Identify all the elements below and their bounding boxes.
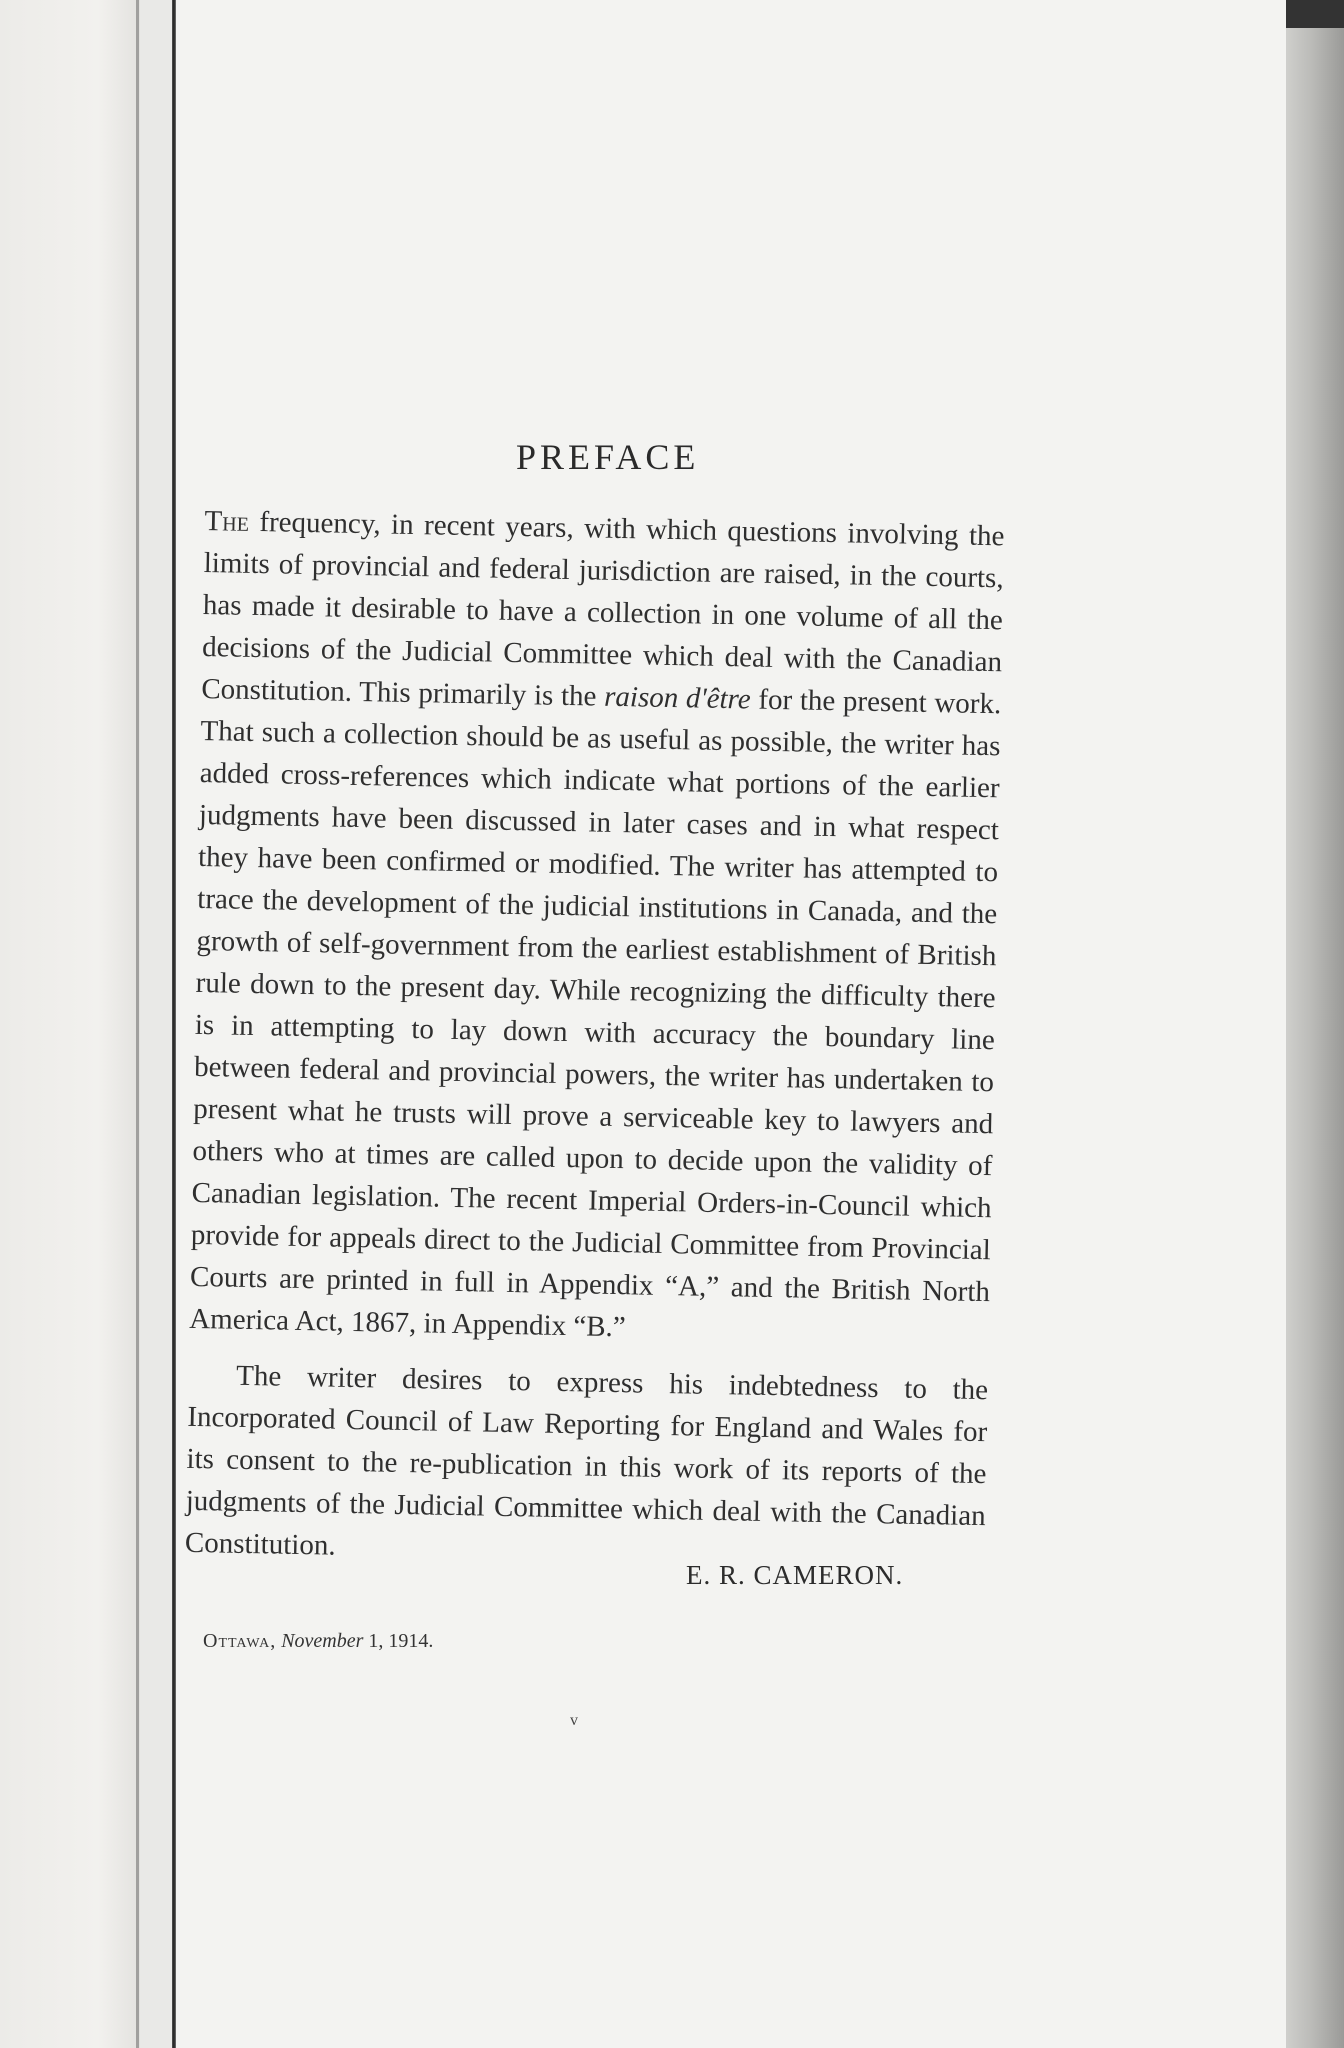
right-page-stack [1286,0,1344,2048]
page-number: v [570,1712,578,1729]
paragraph-1 [189,500,1005,1355]
dateline-month: November [281,1630,364,1652]
left-page-edge [0,0,140,2048]
paragraph-2: The writer desires to express his indebtedness to the Incorporated Council of Law Reporting for England and Wales for its consent to the re-publication in this work of its reports of the judgments of the Judicial Committee which deal with the Canadian Constitution. [184,1359,989,1562]
gutter-shadow [136,0,139,2048]
paragraph-1-part-a: frequency, in recent years, with which questions involving the limits of provincial and federal jurisdiction are raised, in the courts, has made it desirable to have a collection in one volume of all the decisions of the Judicial Committee which deal with the Canadian Constitution. This primarily is the [201,505,1005,713]
page-title: PREFACE [516,437,700,477]
lead-word: The [204,504,250,538]
dateline [203,1630,433,1653]
paragraph-1-part-b: for the present work. That such a collection should be as useful as possible, the writer has added cross-references which indicate what portions of the earlier judgments have been discussed in later cases and in what respect they have been confirmed or modified. The writer has attempted to trace the development of the judicial institutions in Canada, and the growth of self-government from the earliest establishment of British rule down to the present day. While recognizing the difficulty there is in attempting to lay down with accuracy the boundary line between federal and provincial powers, the writer has undertaken to present what he trusts will prove a serviceable key to lawyers and others who at times are called upon to decide upon the validity of Canadian legislation. The recent Imperial Orders-in-Council which provide for appeals direct to the Judicial Committee from Provincial Courts are printed in full in Appendix “A,” and the British North America Act, 1867, in Appendix “B.” [188,683,1002,1344]
scanner-corner [1286,0,1344,28]
dateline-day-year: 1, 1914. [363,1630,434,1652]
preface-body [185,500,1005,1579]
dateline-place: Ottawa, [203,1630,277,1652]
italic-phrase: raison d'être [603,680,751,716]
author-signature: E. R. CAMERON. [686,1560,904,1590]
